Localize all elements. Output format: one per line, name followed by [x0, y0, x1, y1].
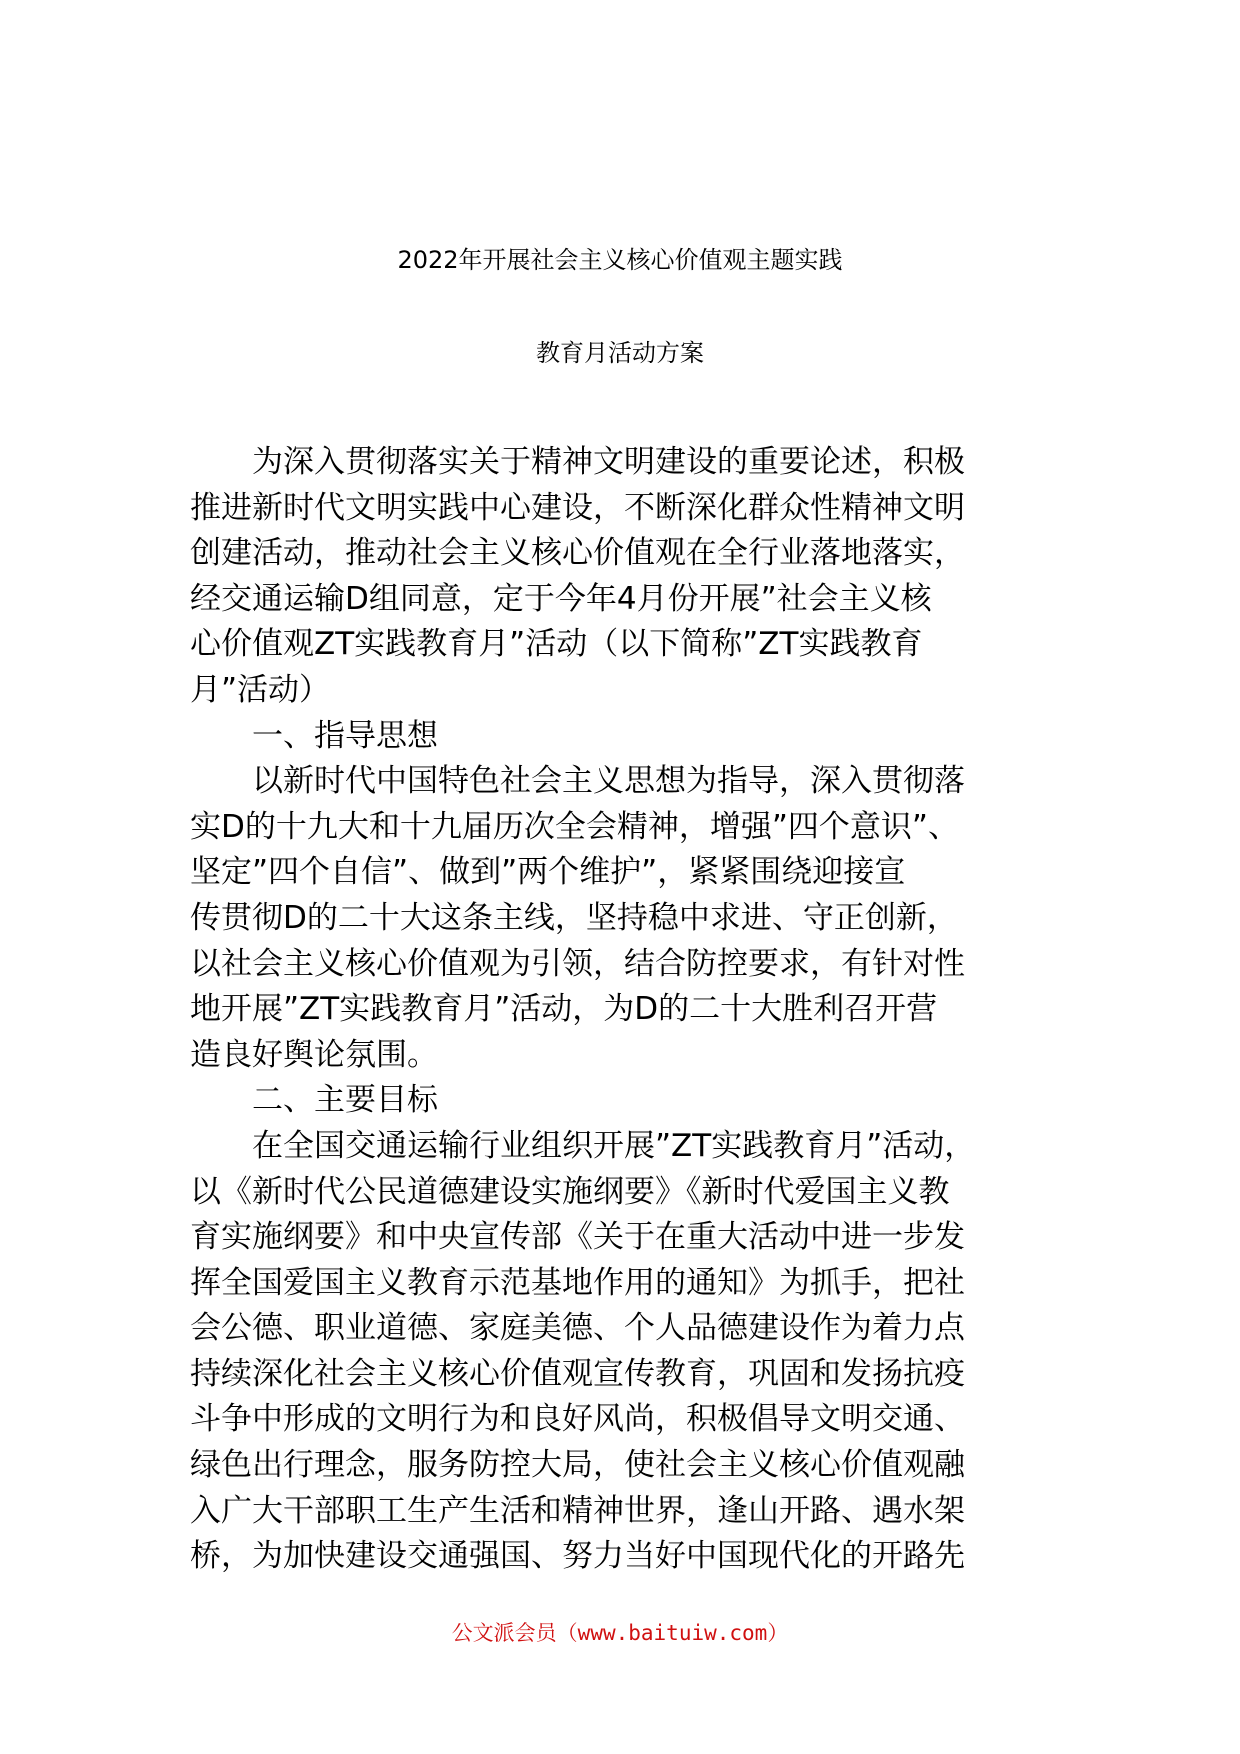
- body-line: 实D的十九大和十九届历次全会精神，增强”四个意识”、: [190, 808, 959, 845]
- footer-label: 公文派会员: [451, 1621, 557, 1645]
- body-line: 造良好舆论氛围。: [190, 1036, 438, 1073]
- body-line: 绿色出行理念，服务防控大局，使社会主义核心价值观融: [190, 1447, 965, 1484]
- body-line: 月”活动）: [190, 671, 331, 708]
- body-line: 坚定”四个自信”、做到”两个维护”，紧紧围绕迎接宣: [190, 854, 906, 891]
- body-line: 地开展”ZT实践教育月”活动，为D的二十大胜利召开营: [190, 991, 938, 1028]
- body-line: 为深入贯彻落实关于精神文明建设的重要论述，积极: [190, 444, 965, 480]
- body-line: 桥，为加快建设交通强国、努力当好中国现代化的开路先: [190, 1538, 965, 1575]
- body-line: 经交通运输D组同意，定于今年4月份开展”社会主义核: [190, 580, 932, 617]
- document-body: [190, 440, 1070, 1580]
- footer-url[interactable]: （www.baituiw.com）: [556, 1621, 789, 1645]
- body-line: 以新时代中国特色社会主义思想为指导，深入贯彻落: [190, 763, 965, 800]
- body-line: 推进新时代文明实践中心建设，不断深化群众性精神文明: [190, 489, 965, 526]
- body-line: 挥全国爱国主义教育示范基地作用的通知》为抓手，把社: [190, 1264, 965, 1301]
- body-line: 以社会主义核心价值观为引领，结合防控要求，有针对性: [190, 945, 965, 982]
- body-line: 以《新时代公民道德建设实施纲要》《新时代爱国主义教: [190, 1173, 950, 1210]
- document-title-line-2: 教育月活动方案: [536, 339, 704, 367]
- body-line: 育实施纲要》和中央宣传部《关于在重大活动中进一步发: [190, 1219, 965, 1256]
- body-line: 在全国交通运输行业组织开展”ZT实践教育月”活动，: [190, 1127, 976, 1164]
- body-line: 心价值观ZT实践教育月”活动（以下简称”ZT实践教育: [190, 626, 923, 663]
- body-line: 持续深化社会主义核心价值观宣传教育，巩固和发扬抗疫: [190, 1355, 965, 1392]
- body-line: 斗争中形成的文明行为和良好风尚，积极倡导文明交通、: [190, 1401, 965, 1438]
- document-title-line-1: 2022年开展社会主义核心价值观主题实践: [397, 246, 843, 274]
- body-line: 一、指导思想: [190, 717, 438, 754]
- body-line: 传贯彻D的二十大这条主线，坚持稳中求进、守正创新，: [190, 899, 958, 936]
- body-line: 二、主要目标: [190, 1082, 438, 1119]
- body-line: 会公德、职业道德、家庭美德、个人品德建设作为着力点: [190, 1310, 965, 1347]
- watermark-footer[interactable]: [0, 1617, 1240, 1647]
- body-line: 入广大干部职工生产生活和精神世界，逢山开路、遇水架: [190, 1492, 965, 1529]
- body-line: 创建活动，推动社会主义核心价值观在全行业落地落实，: [190, 535, 965, 572]
